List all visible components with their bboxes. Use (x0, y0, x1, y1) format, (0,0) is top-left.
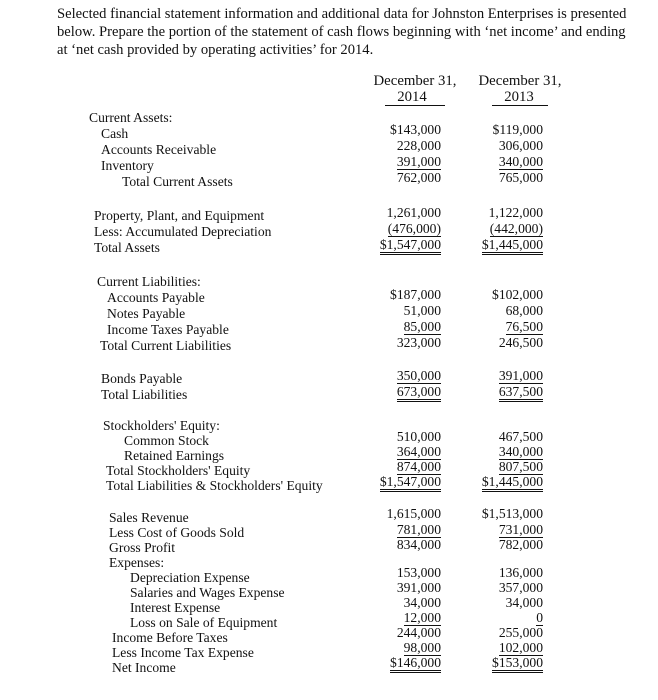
cell-text: $119,000 (492, 122, 543, 137)
value-2014 (397, 537, 441, 553)
cell-text: 350,000 (396, 368, 441, 383)
column-header-2014-year: 2014 (385, 89, 445, 106)
value-2014 (404, 610, 441, 626)
cell-text: (476,000) (387, 221, 441, 236)
row-label: Less Income Tax Expense (112, 645, 254, 660)
value-2013 (489, 205, 543, 221)
value-2013 (506, 595, 543, 611)
row-label: Current Assets: (89, 110, 173, 125)
cell-text: 1,261,000 (386, 205, 441, 220)
row-label: Accounts Receivable (101, 142, 217, 157)
value-2013 (506, 303, 543, 319)
cell-text: 765,000 (498, 170, 543, 185)
value-2014 (397, 138, 441, 154)
cell-text: 391,000 (498, 368, 543, 383)
value-2014 (397, 154, 441, 170)
value-2014 (397, 384, 441, 400)
value-2013 (482, 237, 543, 253)
cell-text: $1,445,000 (482, 474, 543, 492)
value-2014 (404, 303, 441, 319)
cell-text: 244,000 (396, 625, 441, 640)
row-label: Total Assets (94, 240, 160, 255)
cell-text: 762,000 (396, 170, 441, 185)
cell-text: 85,000 (403, 319, 441, 334)
row-label: Notes Payable (107, 306, 186, 321)
value-2013 (499, 580, 543, 596)
value-2014 (397, 580, 441, 596)
cell-text: 306,000 (498, 138, 543, 153)
cell-text: 340,000 (498, 154, 543, 169)
cell-text: 637,500 (499, 384, 543, 402)
value-2014 (390, 287, 441, 303)
cell-text: $1,445,000 (482, 237, 543, 255)
value-2014 (390, 122, 441, 138)
value-2013 (493, 122, 543, 138)
column-header-2013-year: 2013 (492, 89, 548, 106)
value-2013 (492, 287, 543, 303)
value-2014 (397, 444, 441, 460)
value-2014 (397, 459, 441, 475)
cell-text: 731,000 (498, 522, 543, 537)
cell-text: 781,000 (396, 522, 441, 537)
value-2014 (390, 655, 441, 671)
cell-text: 51,000 (403, 303, 441, 318)
cell-text: $187,000 (390, 287, 441, 302)
cell-text: $146,000 (390, 655, 441, 673)
row-label: Total Current Liabilities (100, 338, 232, 353)
row-label: Retained Earnings (124, 448, 225, 463)
cell-text: 68,000 (505, 303, 543, 318)
row-label: Net Income (112, 660, 176, 675)
problem-intro: Selected financial statement information and additional data for Johnston Enterprises is presented below. Prepare the portion of the statement of cash flows beginning with ‘net income’ and ending at ‘net cash provided by operating activities’ for 2014. (57, 6, 627, 58)
row-label: Total Stockholders' Equity (106, 463, 251, 478)
value-2013 (536, 610, 543, 626)
value-2014 (397, 625, 441, 641)
value-2013 (499, 444, 543, 460)
column-header-2014-month: December 31, (373, 73, 457, 89)
cell-text: $143,000 (390, 122, 441, 137)
value-2013 (492, 655, 543, 671)
value-2013 (482, 506, 543, 522)
value-2013 (499, 154, 543, 170)
value-2014 (404, 640, 441, 656)
row-label: Income Before Taxes (112, 630, 228, 645)
cell-text: 246,500 (498, 335, 543, 350)
cell-text: 76,500 (505, 319, 543, 334)
value-2014 (397, 170, 441, 186)
value-2014 (397, 565, 441, 581)
cell-text: 12,000 (403, 610, 441, 625)
row-label: Accounts Payable (107, 290, 205, 305)
row-label: Property, Plant, and Equipment (94, 208, 265, 223)
cell-text: (442,000) (489, 221, 543, 236)
value-2013 (499, 429, 543, 445)
cell-text: 391,000 (396, 580, 441, 595)
cell-text: 391,000 (396, 154, 441, 169)
cell-text: 136,000 (498, 565, 543, 580)
cell-text: 228,000 (396, 138, 441, 153)
row-label: Stockholders' Equity: (103, 418, 220, 433)
row-label: Salaries and Wages Expense (130, 585, 285, 600)
cell-text: 98,000 (403, 640, 441, 655)
cell-text: 874,000 (396, 459, 441, 474)
row-label: Depreciation Expense (130, 570, 250, 585)
value-2013 (499, 384, 543, 400)
cell-text: $153,000 (492, 655, 543, 673)
value-2013 (499, 138, 543, 154)
cell-text: $1,513,000 (481, 506, 543, 521)
row-label: Interest Expense (130, 600, 221, 615)
row-label: Total Current Assets (122, 174, 233, 189)
cell-text: $102,000 (492, 287, 543, 302)
cell-text: $1,547,000 (380, 237, 441, 255)
cell-text: 834,000 (396, 537, 441, 552)
column-header-2013 (474, 73, 566, 106)
value-2013 (490, 221, 543, 237)
value-2014 (397, 429, 441, 445)
row-label: Cash (101, 126, 129, 141)
row-label: Income Taxes Payable (107, 322, 229, 337)
value-2013 (499, 335, 543, 351)
value-2013 (499, 640, 543, 656)
row-label: Sales Revenue (109, 510, 189, 525)
cell-text: 467,500 (498, 429, 543, 444)
row-label: Expenses: (109, 555, 165, 570)
value-2014 (387, 205, 441, 221)
value-2014 (404, 595, 441, 611)
cell-text: 34,000 (403, 595, 441, 610)
cell-text: 807,500 (498, 459, 543, 474)
value-2013 (499, 459, 543, 475)
value-2013 (499, 522, 543, 538)
row-label: Total Liabilities & Stockholders' Equity (106, 478, 323, 493)
value-2014 (388, 221, 441, 237)
row-label: Common Stock (124, 433, 209, 448)
cell-text: 323,000 (396, 335, 441, 350)
cell-text: 34,000 (505, 595, 543, 610)
row-label: Gross Profit (109, 540, 176, 555)
cell-text: 1,615,000 (386, 506, 441, 521)
cell-text: 102,000 (498, 640, 543, 655)
value-2013 (506, 319, 543, 335)
value-2014 (397, 335, 441, 351)
cell-text: 357,000 (498, 580, 543, 595)
value-2014 (397, 522, 441, 538)
cell-text: 340,000 (498, 444, 543, 459)
value-2013 (499, 170, 543, 186)
cell-text: 782,000 (498, 537, 543, 552)
value-2013 (499, 565, 543, 581)
row-label: Loss on Sale of Equipment (130, 615, 278, 630)
cell-text: $1,547,000 (380, 474, 441, 492)
value-2014 (387, 506, 441, 522)
row-label: Current Liabilities: (97, 274, 201, 289)
value-2013 (482, 474, 543, 490)
column-header-2014 (370, 73, 460, 106)
cell-text: 673,000 (397, 384, 441, 402)
cell-text: 153,000 (396, 565, 441, 580)
row-label: Inventory (101, 158, 154, 173)
value-2014 (397, 368, 441, 384)
cell-text: 255,000 (498, 625, 543, 640)
value-2014 (380, 237, 441, 253)
value-2014 (380, 474, 441, 490)
value-2014 (404, 319, 441, 335)
cell-text: 1,122,000 (488, 205, 543, 220)
row-label: Less: Accumulated Depreciation (94, 224, 272, 239)
row-label: Bonds Payable (101, 371, 183, 386)
cell-text: 0 (536, 610, 543, 625)
column-header-2013-month: December 31, (478, 73, 562, 89)
value-2013 (499, 368, 543, 384)
row-label: Total Liabilities (101, 387, 188, 402)
row-label: Less Cost of Goods Sold (109, 525, 245, 540)
cell-text: 510,000 (396, 429, 441, 444)
cell-text: 364,000 (396, 444, 441, 459)
value-2013 (499, 625, 543, 641)
value-2013 (499, 537, 543, 553)
